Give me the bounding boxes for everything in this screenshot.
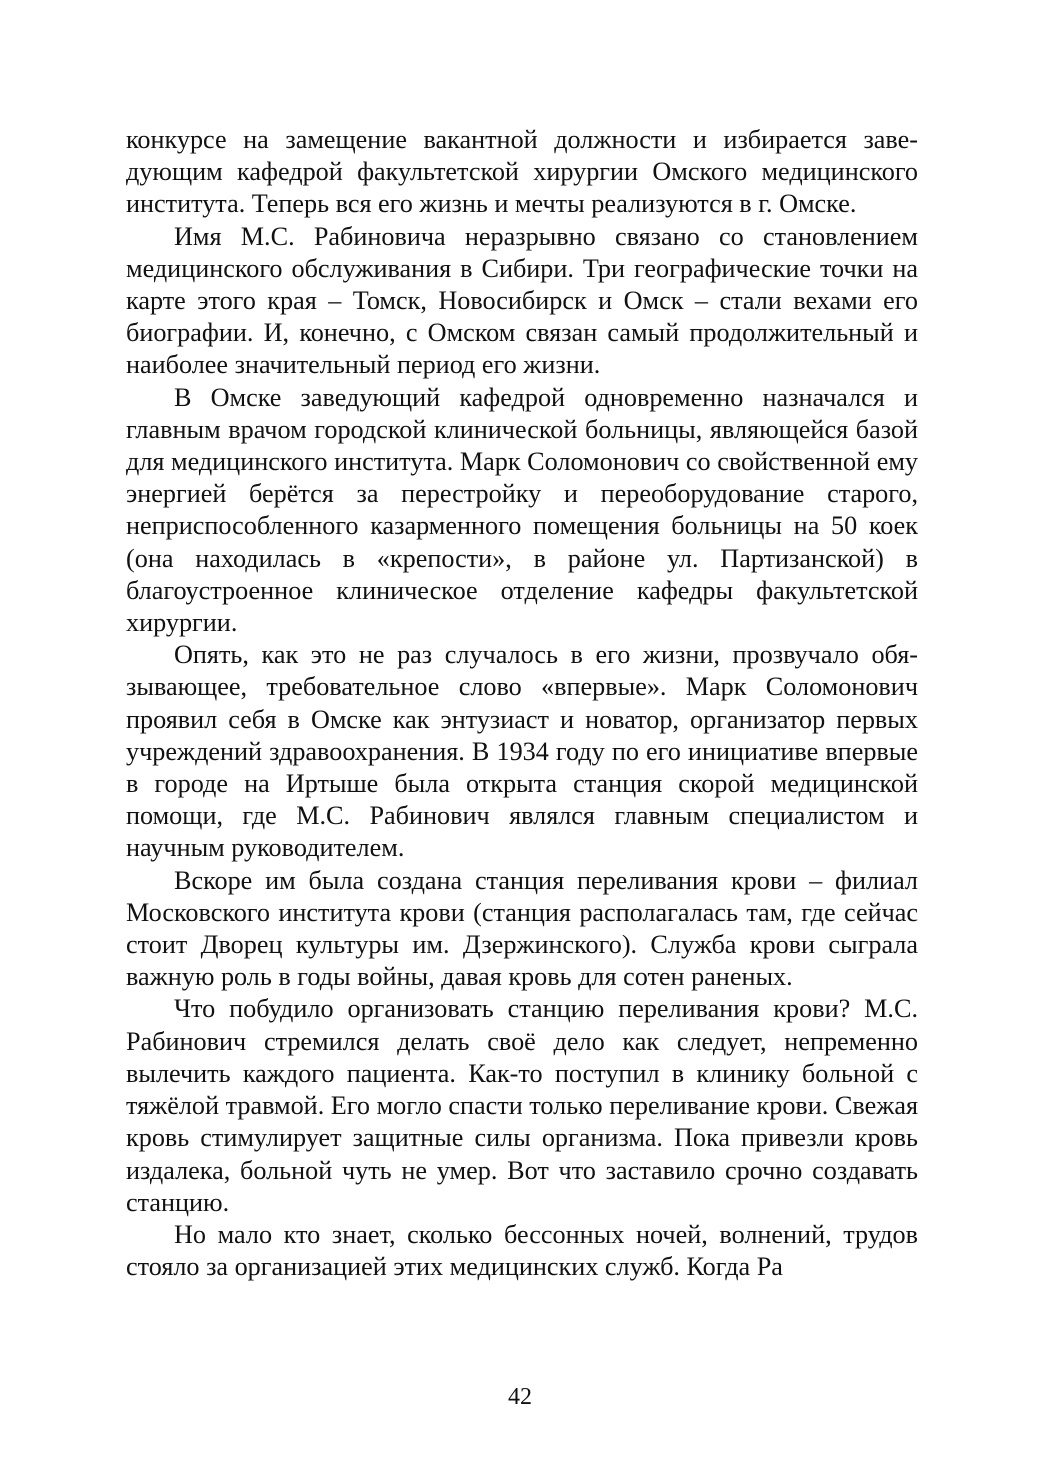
page-number: 42 [508,1384,532,1410]
page-body [126,124,918,1283]
paragraph-5: Вскоре им была создана станция переливания крови – филиал Московского института крови (станция располагалась там, где сейчас стоит Дворец культуры им. Дзержинского). Служба крови сыграла важную роль в годы войны, давая кровь для сотен раненых. [126,865,918,992]
paragraph-4: Опять, как это не раз случалось в его жизни, прозвучало обязывающее, требовательное слово «впервые». Марк Соломонович проявил себя в Омске как энтузиаст и новатор, организатор первых учреждений здравоохранения. В 1934 году по его инициативе впервые в городе на Иртыше была открыта станция скорой медицинской помощи, где М.С. Рабинович являлся главным специалистом и научным руководителем. [126,640,918,863]
paragraph-1: конкурсе на замещение вакантной должности и избирается заведующим кафедрой факультетской хирургии Омского медицинского института. Теперь вся его жизнь и мечты реализуются в г. Омске. [126,125,918,219]
paragraph-7: Но мало кто знает, сколько бессонных ночей, волнений, трудов стояло за организацией этих медицинских служб. Когда Ра [126,1219,918,1282]
paragraph-2: Имя М.С. Рабиновича неразрывно связано со становлением медицинского обслуживания в Сибири. Три географические точки на карте этого края – Томск, Новосибирск и Омск – стали вехами его биографии. И, конечно, с Омском связан самый продолжительный и наиболее значительный период его жизни. [126,221,918,380]
paragraph-6: Что побудило организовать станцию переливания крови? М.С. Рабинович стремился делать своё дело как следует, непременно вылечить каждого пациента. Как-то поступил в клинику больной с тяжёлой травмой. Его могло спасти только переливание крови. Свежая кровь стимулирует защитные силы организма. Пока привезли кровь издалека, больной чуть не умер. Вот что заставило срочно создавать станцию. [126,994,918,1217]
paragraph-3: В Омске заведующий кафедрой одновременно назначался и главным врачом городской клинической больницы, являющейся базой для медицинского института. Марк Соломонович со свойственной ему энергией берётся за перестройку и переоборудование старого, неприспособленного казарменного помещения больницы на 50 коек (она находилась в «крепости», в районе ул. Партизанской) в благоустроенное клиническое отделение кафедры факультетской хирургии. [126,382,918,638]
